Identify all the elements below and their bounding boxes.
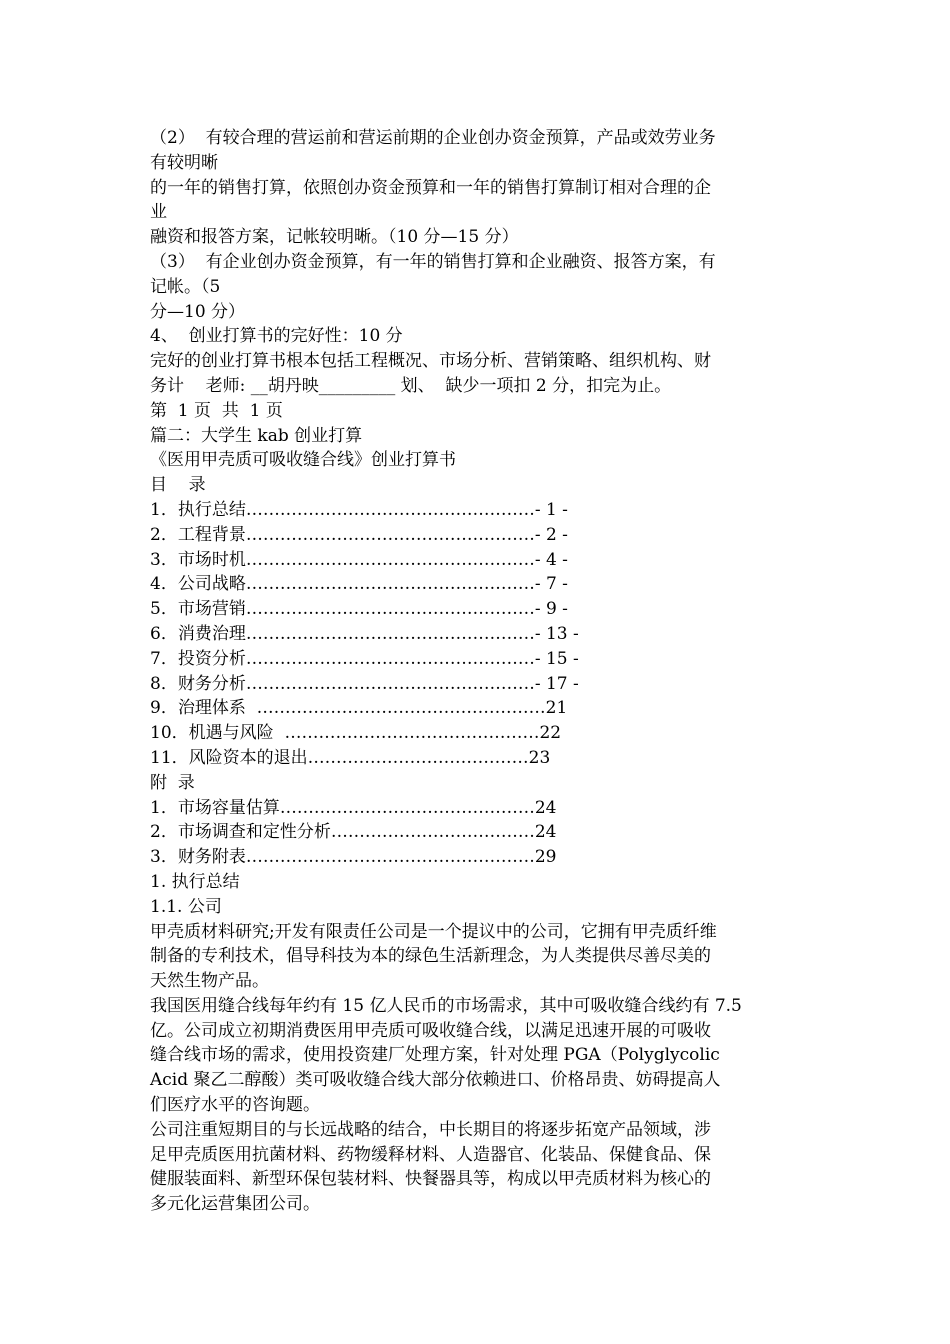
item3-line1: （3） 有企业创办资金预算，有一年的销售打算和企业融资、报答方案，有	[150, 251, 716, 272]
item2-line2: 有较明晰	[150, 152, 218, 173]
paragraph-market	[150, 994, 810, 1118]
item2-line3: 的一年的销售打算，依照创办资金预算和一年的销售打算制订相对合理的企	[150, 177, 711, 198]
paragraph-line: 足甲壳质医用抗菌材料、药物缓释材料、人造器官、化装品、保健食品、保	[150, 1144, 711, 1165]
appendix-item: 1．市场容量估算………………………………………24	[150, 797, 557, 818]
item3-line2: 记帐。（5	[150, 276, 221, 297]
document-page	[150, 126, 810, 1217]
paragraph-line: 健服装面料、新型环保包装材料、快餐器具等，构成以甲壳质材料为核心的	[150, 1169, 711, 1190]
heading-executive-summary: 1. 执行总结	[150, 871, 240, 892]
appendix-item: 2．市场调查和定性分析………………………………24	[150, 822, 557, 843]
toc-item: 8．财务分析……………………………………………- 17 -	[150, 673, 579, 694]
toc-item: 2．工程背景……………………………………………- 2 -	[150, 524, 568, 545]
paragraph-line: 多元化运营集团公司。	[150, 1194, 320, 1215]
paragraph-company-intro	[150, 920, 810, 994]
toc-item: 10．机遇与风险 ………………………………………22	[150, 723, 562, 744]
item4-title: 4、 创业打算书的完好性：10 分	[150, 326, 403, 347]
toc-item: 1．执行总结……………………………………………- 1 -	[150, 499, 568, 520]
toc-item: 3．市场时机……………………………………………- 4 -	[150, 549, 568, 570]
paragraph-line: 们医疗水平的咨询题。	[150, 1095, 320, 1116]
item2-line5: 融资和报答方案，记帐较明晰。（10 分—15 分）	[150, 227, 519, 248]
book-title: 《医用甲壳质可吸收缝合线》创业打算书	[150, 450, 456, 471]
item4-line1: 完好的创业打算书根本包括工程概况、市场分析、营销策略、组织机构、财	[150, 351, 711, 372]
heading-company: 1.1. 公司	[150, 896, 222, 917]
toc-item: 5．市场营销……………………………………………- 9 -	[150, 599, 568, 620]
toc-item: 9．治理体系 ……………………………………………21	[150, 698, 568, 719]
toc-item: 6．消费治理……………………………………………- 13 -	[150, 623, 579, 644]
paragraph-line: 制备的专利技术，倡导科技为本的绿色生活新理念，为人类提供尽善尽美的	[150, 946, 711, 967]
paragraph-line: 天然生物产品。	[150, 971, 269, 992]
section-title: 篇二：大学生 kab 创业打算	[150, 425, 363, 446]
appendix-heading: 附 录	[150, 772, 195, 793]
toc-item: 4．公司战略……………………………………………- 7 -	[150, 574, 568, 595]
item3-line3: 分—10 分）	[150, 301, 246, 322]
paragraph-line: Acid 聚乙二醇酸）类可吸收缝合线大部分依赖进口、价格昂贵、妨碍提高人	[150, 1070, 721, 1091]
item2-line1: （2） 有较合理的营运前和营运前期的企业创办资金预算，产品或效劳业务	[150, 128, 716, 148]
item4-line2: 务计 老师: __胡丹映_________ 划、 缺少一项扣 2 分，扣完为止。	[150, 375, 672, 396]
paragraph-line: 公司注重短期目的与长远战略的结合，中长期目的将逐步拓宽产品领域，涉	[150, 1119, 711, 1140]
page-info: 第 1 页 共 1 页	[150, 400, 283, 421]
toc-list	[150, 498, 810, 771]
toc-item: 11．风险资本的退出…………………………………23	[150, 747, 551, 768]
appendix-item: 3．财务附表……………………………………………29	[150, 847, 557, 868]
item2-line4: 业	[150, 202, 167, 223]
appendix-list	[150, 796, 810, 870]
paragraph-strategy	[150, 1118, 810, 1217]
paragraph-line: 亿。公司成立初期消费医用甲壳质可吸收缝合线，以满足迅速开展的可吸收	[150, 1020, 711, 1041]
paragraph-line: 甲壳质材料研究;开发有限责任公司是一个提议中的公司，它拥有甲壳质纤维	[150, 921, 717, 942]
paragraph-line: 我国医用缝合线每年约有 15 亿人民币的市场需求，其中可吸收缝合线约有 7.5	[150, 995, 742, 1016]
toc-heading: 目 录	[150, 475, 206, 496]
paragraph-line: 缝合线市场的需求，使用投资建厂处理方案，针对处理 PGA（Polyglycolic	[150, 1045, 720, 1066]
toc-item: 7．投资分析……………………………………………- 15 -	[150, 648, 579, 669]
